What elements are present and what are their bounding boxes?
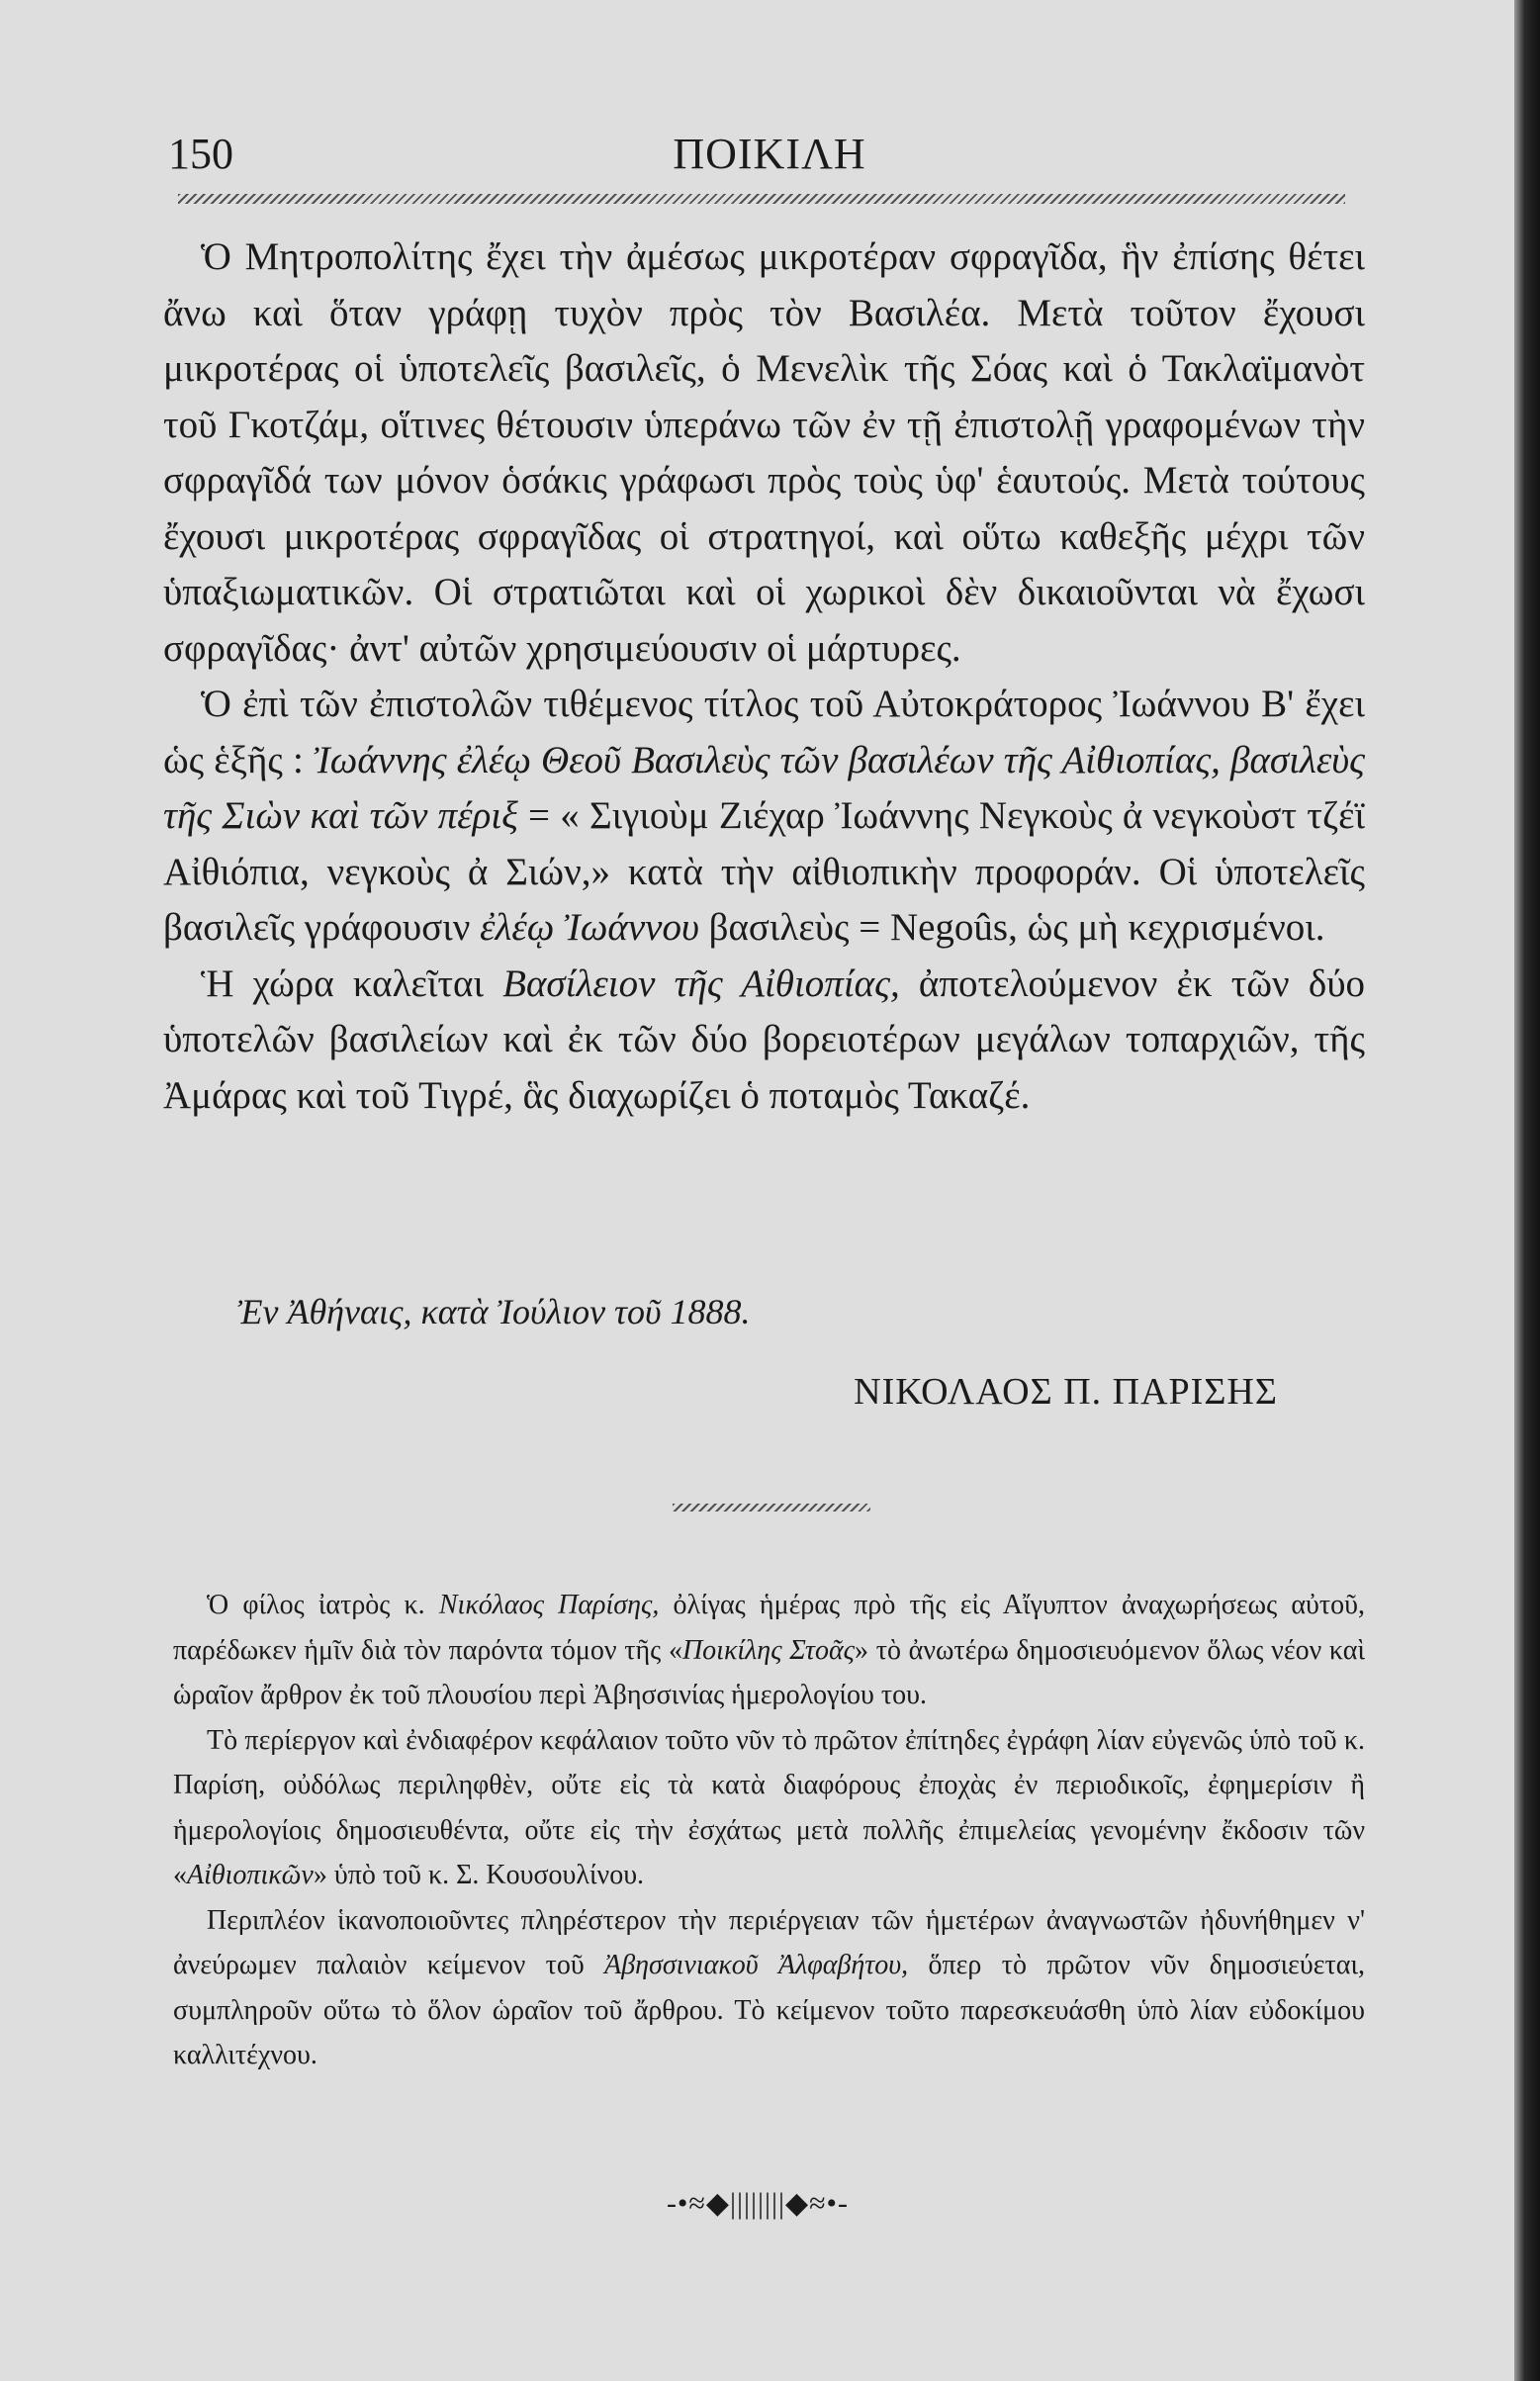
f1-text-e: » τὸ ἀνωτέρω δημοσιευόμενον ὅλως νέον καὶ ὡραῖον ἄρθρον ἐκ τοῦ πλουσίου περὶ Ἀβησσινίας ἡμερολογίου του. bbox=[173, 1634, 1366, 1710]
running-head bbox=[156, 117, 1383, 186]
f3-text-a: Περιπλέον ἱκανοποιοῦντες πληρέστερον τὴν περιέργειαν τῶν ἡμετέρων ἀναγνωστῶν ἠδυνήθημεν ν' ἀνεύρωμεν παλαιὸν κείμενον τοῦ bbox=[173, 1904, 1365, 1980]
p2-text-c: = « Σιγιοὺμ Ζιέχαρ Ἰωάννης Νεγκοὺς ἀ νεγκοὺστ τζέϊ Αἰθιόπια, νεγκοὺς ἀ Σιών,» κατὰ τὴν αἰθιοπικὴν προφοράν. Οἱ ὑποτελεῖς βασιλεῖς γράφουσιν bbox=[163, 794, 1365, 949]
f1-text-a: Ὁ φίλος ἰατρὸς κ. bbox=[207, 1590, 439, 1620]
header-ornament-rule bbox=[178, 194, 1345, 204]
f2-text-c: » ὑπὸ τοῦ κ. Σ. Κουσουλίνου. bbox=[313, 1860, 645, 1890]
book-spine-shadow bbox=[1514, 0, 1540, 2381]
f1-text-c: ὀλίγας ἡμέρας πρὸ τῆς εἰς Αἴγυπτον ἀναχωρήσεως αὐτοῦ, παρέδωκεν ἡμῖν διὰ τὸν παρόντα τόμον τῆς « bbox=[173, 1590, 1365, 1666]
paragraph-2 bbox=[163, 677, 1365, 957]
editorial-note bbox=[173, 1583, 1365, 2078]
end-ornament: -•≈◆||||||||◆≈•- bbox=[666, 2187, 850, 2220]
f3-text-c: ὅπερ τὸ πρῶτον νῦν δημοσιεύεται, συμπληροῦν οὕτω τὸ ὅλον ὡραῖον τοῦ ἄρθρου. Τὸ κείμενον τοῦτο παρεσκευάσθη ὑπὸ λίαν εὐδοκίμου καλλιτέχνου. bbox=[173, 1950, 1366, 2070]
paragraph-3 bbox=[163, 957, 1365, 1125]
f2-text-a: Τὸ περίεργον καὶ ἐνδιαφέρον κεφάλαιον τοῦτο νῦν τὸ πρῶτον ἐπίτηδες ἐγράφη λίαν εὐγενῶς ὑπὸ τοῦ κ. Παρίση, οὐδόλως περιληφθὲν, οὔτε εἰς τὰ κατὰ διαφόρους ἐποχὰς ἐν περιοδικοῖς, ἐφημερίσιν ἢ ἡμερολογίοις δημοσιευθέντα, οὔτε εἰς τὴν ἐσχάτως μετὰ πολλῆς ἐπιμελείας γενομένην ἔκδοσιν τῶν « bbox=[173, 1724, 1365, 1890]
section-divider bbox=[673, 1504, 870, 1511]
f2-italic-b: Αἰθιοπικῶν bbox=[187, 1860, 314, 1890]
p3-italic-b: Βασίλειον τῆς Αἰθιοπίας, bbox=[502, 962, 900, 1005]
emperor-title-italic: Ἰωάννης ἐλέῳ Θεοῦ Βασιλεὺς τῶν βασιλέων τῆς Αἰθιοπίας, βασιλεὺς τῆς Σιὼν καὶ τῶν πέριξ bbox=[163, 738, 1365, 837]
p3-text-a: Ἡ χώρα καλεῖται bbox=[201, 962, 503, 1005]
p2-text-a: Ὁ ἐπὶ τῶν ἐπιστολῶν τιθέμενος τίτλος τοῦ Αὐτοκράτορος Ἰωάννου Β' ἔχει ὡς ἑξῆς : bbox=[163, 683, 1365, 781]
paragraph-1: Ὁ Μητροπολίτης ἔχει τὴν ἀμέσως μικροτέραν σφραγῖδα, ἣν ἐπίσης θέτει ἄνω καὶ ὅταν γράφῃ τυχὸν πρὸς τὸν Βασιλέα. Μετὰ τοῦτον ἔχουσι μικροτέρας οἱ ὑποτελεῖς βασιλεῖς, ὁ Μενελὶκ τῆς Σόας καὶ ὁ Τακλαϊμανὸτ τοῦ Γκοτζάμ, οἵτινες θέτουσιν ὑπεράνω τῶν ἐν τῇ ἐπιστολῇ γραφομένων τὴν σφραγῖδά των μόνον ὁσάκις γράφωσι πρὸς τοὺς ὑφ' ἑαυτούς. Μετὰ τούτους ἔχουσι μικροτέρας σφραγῖδας οἱ στρατηγοί, καὶ οὕτω καθεξῆς μέχρι τῶν ὑπαξιωματικῶν. Οἱ στρατιῶται καὶ οἱ χωρικοὶ δὲν δικαιοῦνται νὰ ἔχωσι σφραγῖδας· ἀντ' αὐτῶν χρησιμεύουσιν οἱ μάρτυρες. bbox=[163, 235, 1365, 670]
dateline: Ἐν Ἀθήναις, κατὰ Ἰούλιον τοῦ 1888. bbox=[237, 1292, 751, 1331]
page-number: 150 bbox=[168, 130, 233, 178]
note-paragraph-2 bbox=[173, 1718, 1365, 1898]
author-signature: ΝΙΚΟΛΑΟΣ Π. ΠΑΡΙΣΗΣ bbox=[854, 1371, 1278, 1413]
p3-text-c: ἀποτελούμενον ἐκ τῶν δύο ὑποτελῶν βασιλείων καὶ ἐκ τῶν δύο βορειοτέρων μεγάλων τοπαρχιῶν, τῆς Ἀμάρας καὶ τοῦ Τιγρέ, ἃς διαχωρίζει ὁ ποταμὸς Τακαζέ. bbox=[163, 962, 1366, 1117]
article-body bbox=[163, 229, 1365, 1124]
p2-italic-d: ἐλέῳ Ἰωάννου bbox=[480, 906, 699, 949]
f1-italic-b: Νικόλαος Παρίσης, bbox=[438, 1590, 660, 1620]
note-paragraph-1 bbox=[173, 1583, 1365, 1718]
f3-italic-b: Ἀβησσινιακοῦ Ἀλφαβήτου, bbox=[604, 1950, 909, 1980]
p2-text-e: βασιλεὺς = Negoûs, ὡς μὴ κεχρισμένοι. bbox=[698, 906, 1325, 949]
running-title: ΠΟΙΚΙΛΗ bbox=[673, 130, 866, 178]
f1-italic-d: Ποικίλης Στοᾶς bbox=[681, 1634, 856, 1666]
note-paragraph-3 bbox=[173, 1898, 1365, 2078]
